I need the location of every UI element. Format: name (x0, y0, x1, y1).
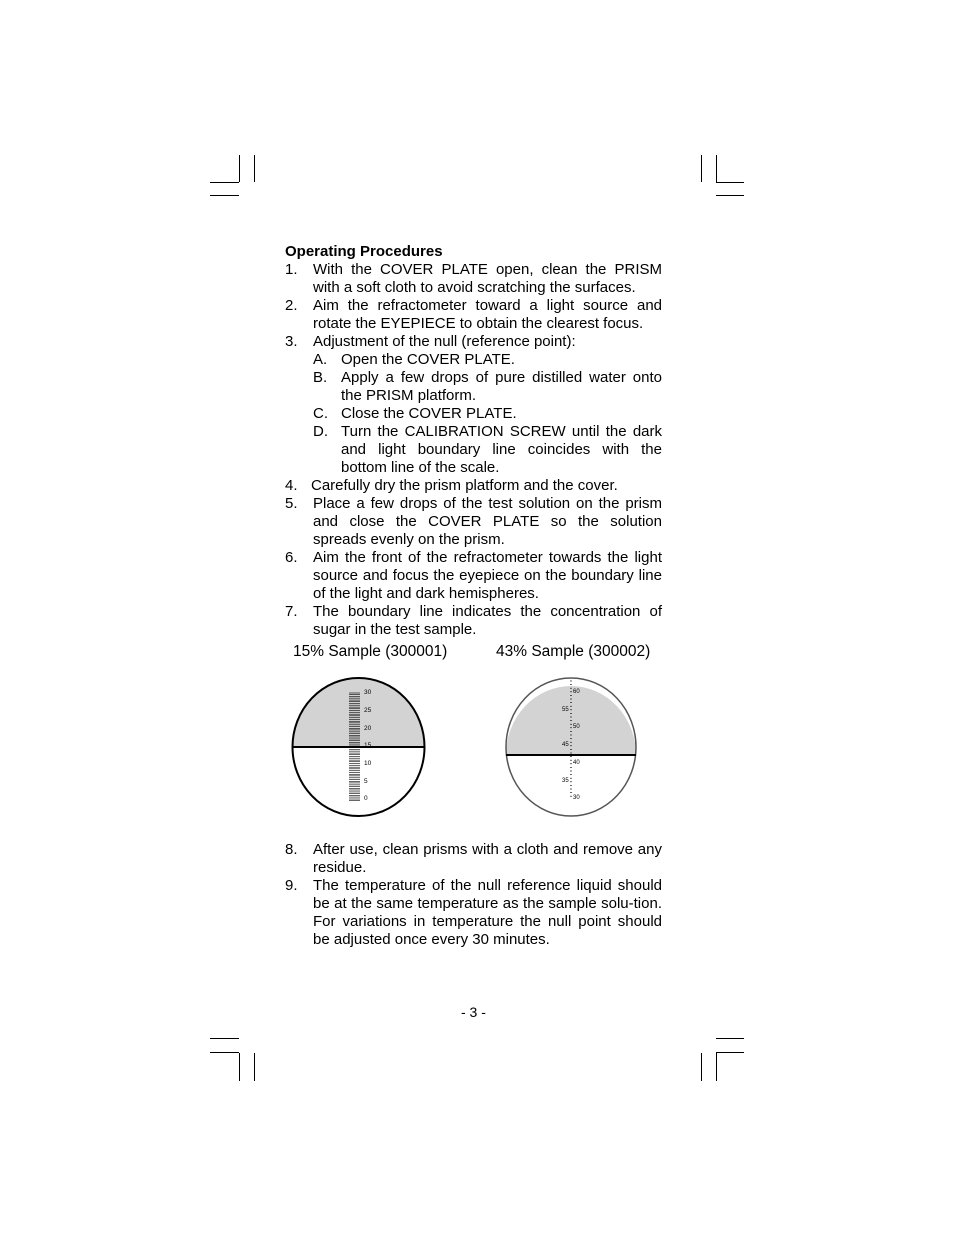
crop-mark (701, 155, 702, 182)
crop-mark (716, 1038, 744, 1039)
caption-43-sample: 43% Sample (300002) (496, 643, 651, 660)
step-1: 1. With the COVER PLATE open, clean the PRISM with a soft cloth to avoid scratching the surfaces. (285, 261, 662, 296)
step-5: 5. Place a few drops of the test solution on the prism and close the COVER PLATE so the solution spreads evenly on the prism. (285, 495, 662, 548)
step-3: 3. Adjustment of the null (reference point): (285, 333, 576, 350)
procedures-section (285, 243, 662, 639)
crop-mark (210, 182, 239, 183)
crop-mark (716, 155, 717, 182)
substep-c: C. Close the COVER PLATE. (313, 405, 517, 422)
crop-mark (716, 1052, 744, 1053)
step-8: 8. After use, clean prisms with a cloth and remove any residue. (285, 841, 662, 876)
refractometer-view-15 (288, 670, 430, 818)
substep-b: B. Apply a few drops of pure distilled water onto the PRISM platform. (313, 369, 662, 404)
crop-mark (210, 1038, 239, 1039)
crop-mark (716, 195, 744, 196)
crop-mark (239, 155, 240, 182)
scale-label-50: 50 (573, 724, 580, 730)
crop-mark (254, 155, 255, 182)
scale-label-60: 60 (573, 689, 580, 695)
procedures-section-continued (285, 841, 662, 949)
crop-mark (254, 1053, 255, 1081)
step-2: 2. Aim the refractometer toward a light source and rotate the EYEPIECE to obtain the clearest focus. (285, 297, 662, 332)
step-9: 9. The temperature of the null reference liquid should be at the same temperature as the sample solu-tion. For variations in temperature the null point should be adjusted once every 30 minutes. (285, 877, 662, 948)
scale-label-35: 35 (562, 778, 569, 784)
scale-label-40: 40 (573, 760, 580, 766)
crop-mark (210, 1052, 239, 1053)
step-6: 6. Aim the front of the refractometer towards the light source and focus the eyepiece on the boundary line of the light and dark hemispheres. (285, 549, 662, 602)
scale-label-45: 45 (562, 742, 569, 748)
substep-a: A. Open the COVER PLATE. (313, 351, 515, 368)
scale-label-30: 30 (364, 689, 372, 696)
crop-mark (239, 1053, 240, 1081)
refractometer-view-43 (502, 674, 642, 820)
scale-label-10: 10 (364, 760, 372, 767)
crop-mark (716, 1053, 717, 1081)
substep-d: D. Turn the CALIBRATION SCREW until the dark and light boundary line coincides with the bottom line of the scale. (313, 423, 662, 476)
crop-mark (716, 182, 744, 183)
scale-label-25: 25 (364, 707, 372, 714)
section-heading: Operating Procedures (285, 243, 443, 260)
scale-label-5: 5 (364, 778, 368, 785)
scale-label-30: 30 (573, 795, 580, 801)
scale-label-20: 20 (364, 725, 372, 732)
step-4: 4. Carefully dry the prism platform and the cover. (285, 477, 618, 494)
scale-label-55: 55 (562, 707, 569, 713)
crop-mark (210, 195, 239, 196)
scale-label-15: 15 (364, 742, 372, 749)
step-7: 7. The boundary line indicates the concentration of sugar in the test sample. (285, 603, 662, 638)
scale-label-0: 0 (364, 795, 368, 802)
caption-15-sample: 15% Sample (300001) (293, 643, 448, 660)
crop-mark (701, 1053, 702, 1081)
